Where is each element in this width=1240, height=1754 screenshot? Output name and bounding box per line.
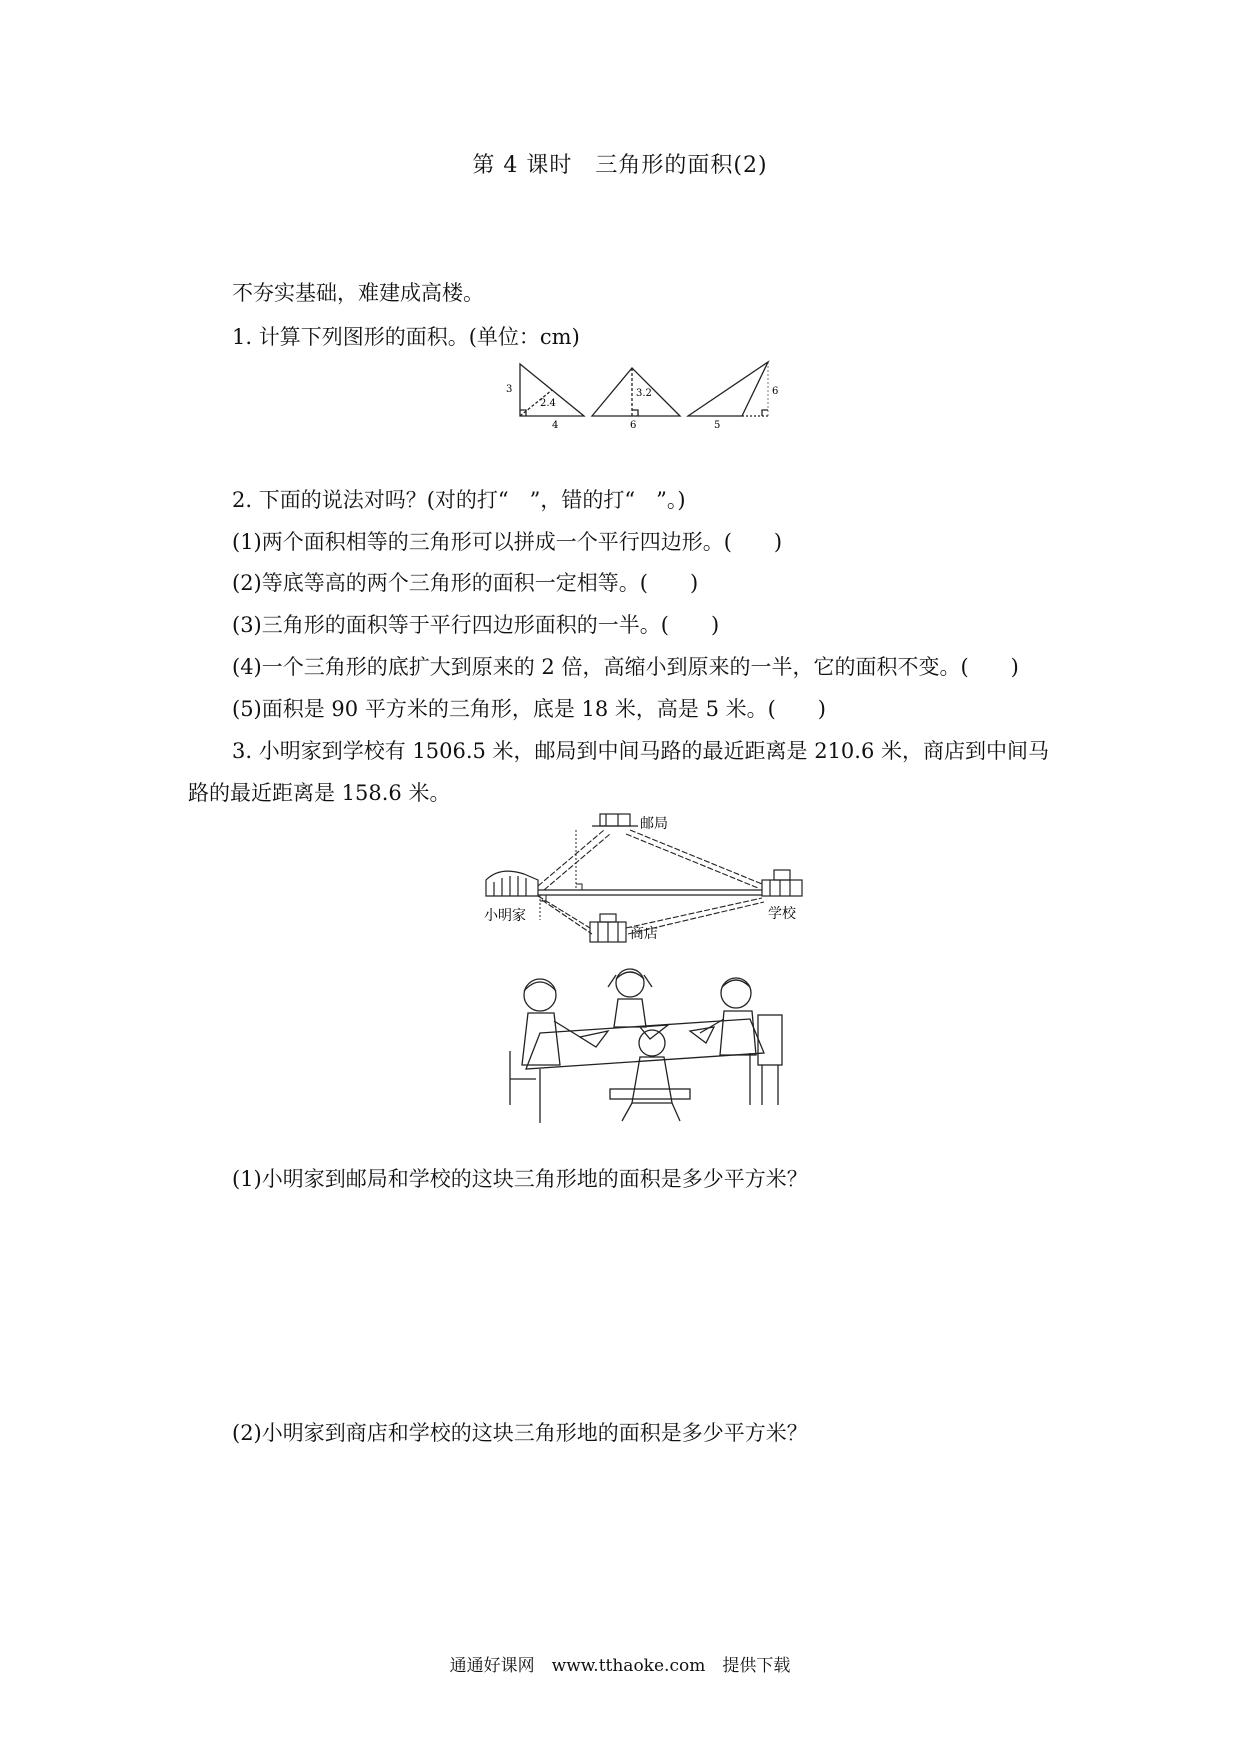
footer-source: 通通好课网 www.tthaoke.com 提供下载 bbox=[449, 1656, 791, 1676]
post-office-building bbox=[592, 814, 638, 826]
paper-triangle bbox=[690, 1027, 714, 1043]
main-road bbox=[538, 890, 762, 895]
school-building bbox=[762, 870, 802, 896]
page-title: 第 4 课时 三角形的面积(2) bbox=[472, 153, 768, 178]
triangle-1-base: 4 bbox=[552, 420, 559, 430]
home-label: 小明家 bbox=[484, 908, 526, 924]
paper-triangle bbox=[580, 1031, 608, 1047]
child-top bbox=[608, 969, 652, 1027]
question-3: 3. 小明家到学校有 1506.5 米，邮局到中间马路的最近距离是 210.6 米，商店到中间马 bbox=[232, 739, 1050, 763]
question-1: 1. 计算下列图形的面积。(单位：cm) bbox=[232, 325, 580, 349]
question-2-item-2: (2)等底等高的两个三角形的面积一定相等。( ) bbox=[232, 571, 699, 595]
triangle-2-height: 3.2 bbox=[636, 388, 652, 399]
triangle-3 bbox=[688, 362, 768, 416]
question-3-continued: 路的最近距离是 158.6 米。 bbox=[188, 781, 451, 805]
triangle-1-height: 2.4 bbox=[540, 398, 556, 409]
distance-markers bbox=[540, 830, 582, 920]
child-left bbox=[522, 979, 580, 1065]
shop-building bbox=[590, 914, 626, 942]
question-2: 2. 下面的说法对吗？(对的打“ ”，错的打“ ”。) bbox=[232, 488, 686, 512]
triangle-2-base: 6 bbox=[630, 420, 637, 430]
motto: 不夯实基础，难建成高楼。 bbox=[232, 281, 484, 305]
school-label: 学校 bbox=[768, 906, 796, 922]
question-2-item-5: (5)面积是 90 平方米的三角形，底是 18 米，高是 5 米。( ) bbox=[232, 697, 826, 721]
triangles-figure bbox=[500, 358, 790, 430]
child-front bbox=[610, 1030, 690, 1121]
triangle-3-side: 6 bbox=[772, 386, 779, 397]
question-2-item-1: (1)两个面积相等的三角形可以拼成一个平行四边形。( ) bbox=[232, 530, 783, 554]
triangle-3-base: 5 bbox=[714, 420, 721, 430]
map-figure bbox=[480, 808, 810, 948]
shop-label: 商店 bbox=[630, 926, 658, 942]
roads-to-post-office bbox=[538, 830, 762, 890]
children-illustration bbox=[500, 955, 790, 1130]
child-right bbox=[700, 978, 782, 1105]
question-2-item-4: (4)一个三角形的底扩大到原来的 2 倍，高缩小到原来的一半，它的面积不变。( ) bbox=[232, 655, 1019, 679]
post-office-label: 邮局 bbox=[640, 816, 668, 832]
home-building bbox=[486, 871, 538, 896]
question-2-item-3: (3)三角形的面积等于平行四边形面积的一半。( ) bbox=[232, 613, 720, 637]
question-3-part-1: (1)小明家到邮局和学校的这块三角形地的面积是多少平方米？ bbox=[232, 1167, 808, 1191]
triangle-1-side: 3 bbox=[506, 384, 513, 395]
question-3-part-2: (2)小明家到商店和学校的这块三角形地的面积是多少平方米？ bbox=[232, 1421, 808, 1445]
